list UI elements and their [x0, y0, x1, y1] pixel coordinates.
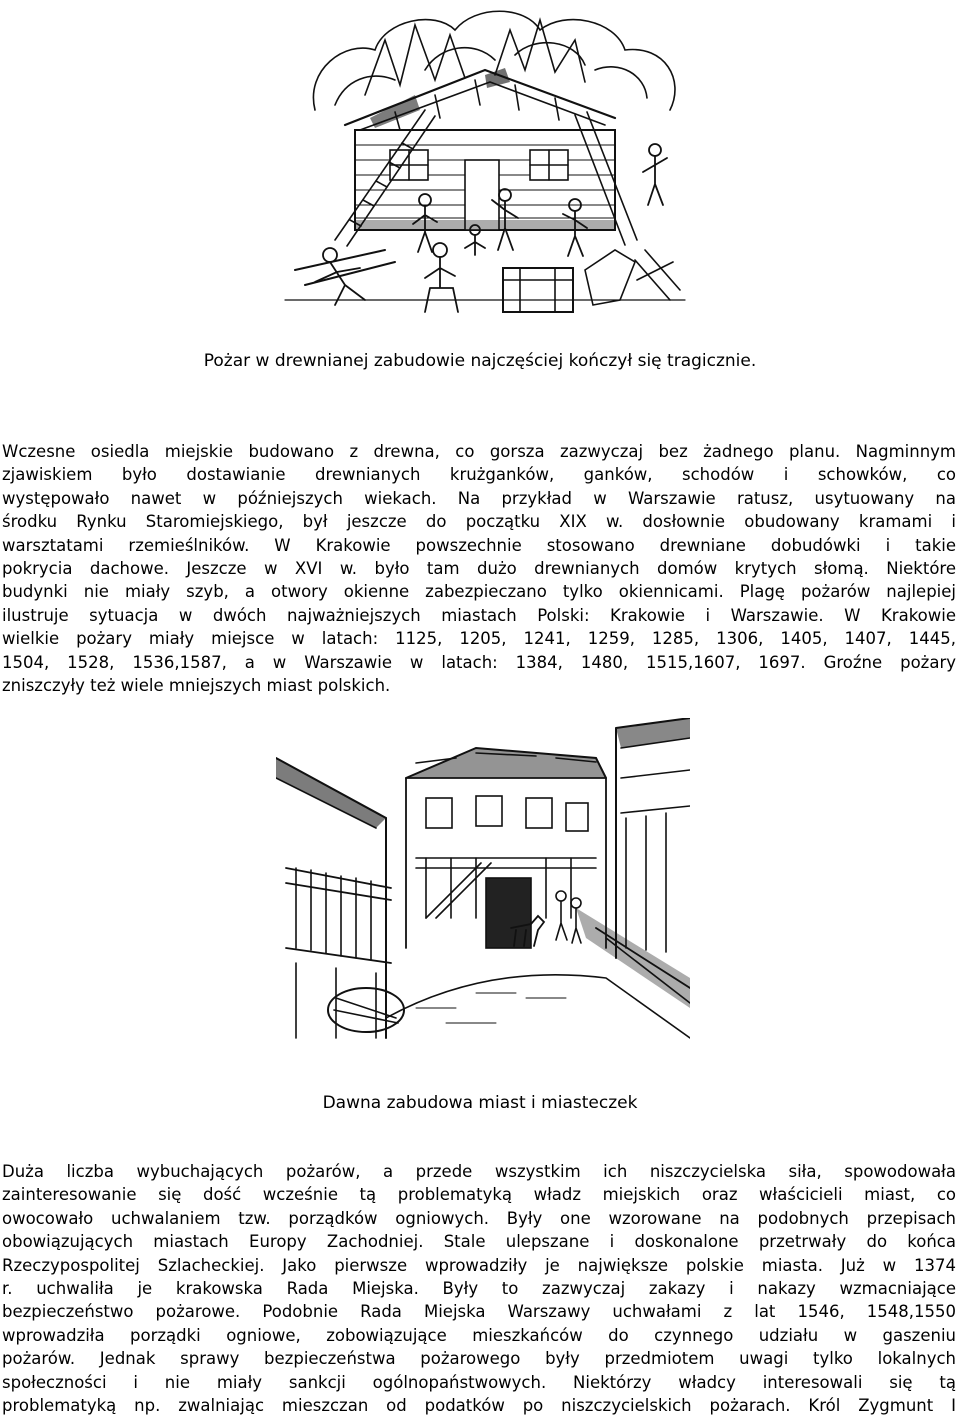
text-line: problematyką np. zwalniając mieszczan od podatków po niszczycielskich pożarach. Król Zygmunt I [2, 1396, 956, 1416]
text-line: bezpieczeństwo pożarowe. Podobnie Rada Miejska Warszawy uchwałami z lat 1546, 1548,1550 [2, 1302, 956, 1322]
paragraph [2, 440, 956, 697]
figure-caption: Dawna zabudowa miast i miasteczek [322, 1093, 638, 1113]
text-line: występowało nawet w późniejszych wiekach. Na przykład w Warszawie ratusz, usytuowany na [2, 488, 956, 508]
text-line: r. uchwaliła je krakowska Rada Miejska. Były to zazwyczaj zakazy i nakazy wzmacniające [2, 1279, 956, 1299]
text-line: warsztatami rzemieślników. W Krakowie powszechnie stosowano drewniane dobudówki i takie [2, 535, 956, 555]
text-line: społeczności i nie miały sankcji ogólnopaństwowych. Niektórzy władcy interesowali się tą [2, 1372, 956, 1392]
text-line: Rzeczypospolitej Szlacheckiej. Jako pierwsze wprowadziły je największe polskie miasta. Już w 1374 [2, 1255, 956, 1275]
text-line: owocowało uchwalaniem tzw. porządków ogniowych. Były one wzorowane na podobnych przepisach [2, 1208, 956, 1228]
figure-caption: Pożar w drewnianej zabudowie najczęściej kończył się tragicznie. [203, 351, 757, 371]
text-line: budynki nie miały szyb, a otwory okienne zabezpieczano tylko okiennicami. Plagę pożarów najlepiej [2, 582, 956, 602]
text-line: 1504, 1528, 1536,1587, a w Warszawie w latach: 1384, 1480, 1515,1607, 1697. Groźne pożary [2, 652, 956, 672]
text-line: Duża liczba wybuchających pożarów, a przede wszystkim ich niszczycielska siła, spowodowała [2, 1162, 956, 1181]
text-line: wprowadziła porządki ogniowe, zobowiązujące mieszkańców do czynnego udziału w gaszeniu [2, 1325, 956, 1345]
fire-drawing [275, 0, 691, 322]
text-line: zniszczyły też wiele mniejszych miast polskich. [2, 676, 391, 696]
old-town-illustration [276, 718, 690, 1042]
text-line: pożarów. Jednak sprawy bezpieczeństwa pożarowego były przedmiotem uwagi tylko lokalnych [2, 1349, 956, 1369]
text-line: Wczesne osiedla miejskie budowano z drewna, co gorsza zazwyczaj bez żadnego planu. Nagminnym [2, 442, 956, 461]
fire-illustration [275, 0, 691, 322]
text-line: pokrycia dachowe. Jeszcze w XVI w. było tam dużo drewnianych domów krytych słomą. Niektóre [2, 559, 956, 579]
text-line: obowiązujących miastach Europy Zachodniej. Stale ulepszane i doskonalone przetrwały do końca [2, 1232, 956, 1252]
text-line: ilustruje sytuacja w dwóch najważniejszych miastach Polski: Krakowie i Warszawie. W Krakowie [2, 605, 956, 625]
paragraph [2, 1160, 956, 1417]
text-line: środku Rynku Staromiejskiego, był jeszcze do początku XIX w. dosłownie obudowany kramami i [2, 512, 956, 532]
text-line: zainteresowanie się dość wcześnie tą problematyką władz miejskich oraz właścicieli miast, co [2, 1185, 956, 1205]
text-line: zjawiskiem było dostawianie drewnianych krużganków, ganków, schodów i schowków, co [2, 465, 956, 485]
street-drawing [276, 718, 690, 1042]
text-line: wielkie pożary miały miejsce w latach: 1125, 1205, 1241, 1259, 1285, 1306, 1405, 1407, 1445, [2, 629, 956, 649]
